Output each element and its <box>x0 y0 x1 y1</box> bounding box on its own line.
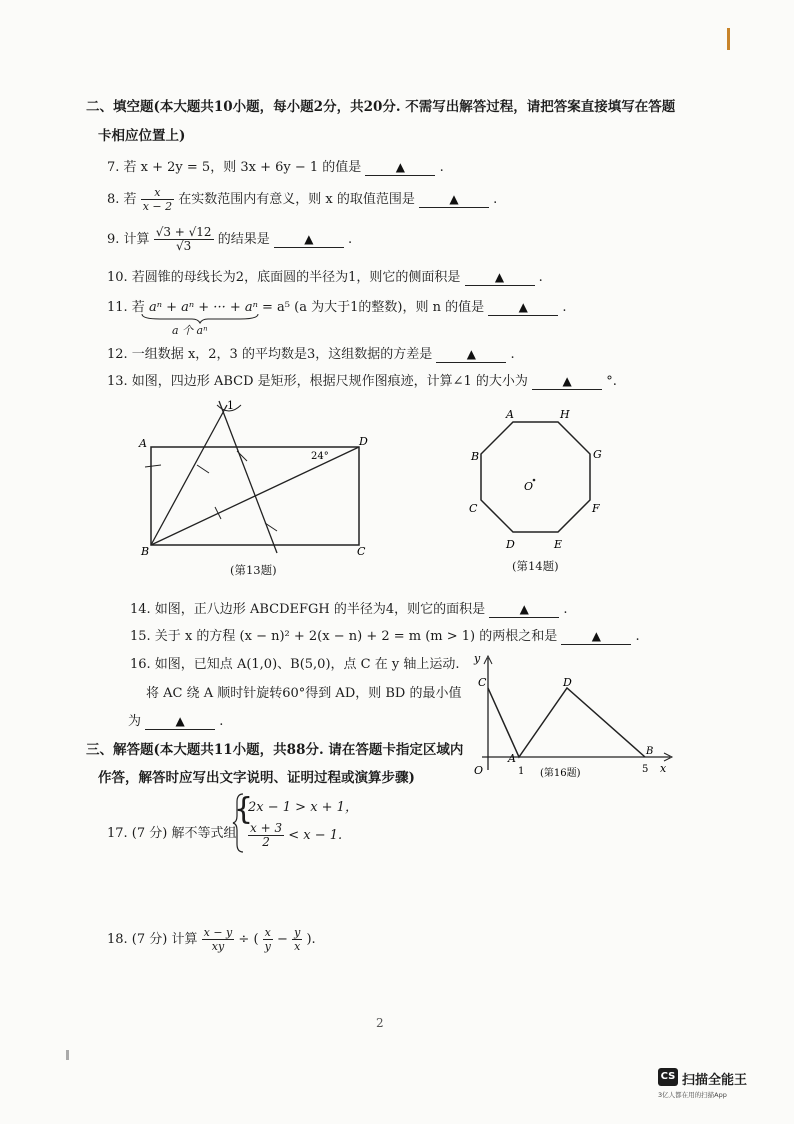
label-c: C <box>357 545 366 558</box>
svg-text:1: 1 <box>518 766 525 777</box>
path-c-a-d-b <box>488 688 645 757</box>
octagon <box>481 422 590 532</box>
brace-shape <box>232 792 246 854</box>
question-16-line1: 16. 如图，已知点 A(1,0)、B(5,0)，点 C 在 y 轴上运动. <box>130 657 460 672</box>
svg-text:C: C <box>469 502 478 515</box>
label-d: D <box>359 435 368 448</box>
answer-blank-9[interactable]: ▲ <box>274 232 344 248</box>
answer-blank-16[interactable]: ▲ <box>145 714 215 730</box>
question-15: 15. 关于 x 的方程 (x − n)² + 2(x − n) + 2 = m (m > 1) 的两根之和是 ▲ . <box>130 629 640 644</box>
answer-blank-15[interactable]: ▲ <box>561 629 631 645</box>
label-b: B <box>141 545 150 558</box>
section2-title-cont: 卡相应位置上) <box>98 128 186 144</box>
question-10: 10. 若圆锥的母线长为2，底面圆的半径为1，则它的侧面积是 ▲ . <box>107 270 543 285</box>
system-brace: { <box>234 792 254 827</box>
bisector-line <box>151 405 227 545</box>
watermark-sub: 3亿人都在用的扫描App <box>658 1091 727 1099</box>
svg-text:y: y <box>474 652 481 665</box>
label-angle-1: 1 <box>227 399 234 412</box>
figure-13 <box>135 395 375 560</box>
caption-13: (第13题) <box>230 563 277 577</box>
question-7-text: 7. 若 x + 2y = 5，则 3x + 6y − 1 的值是 <box>107 160 362 175</box>
section2-title: 二、填空题(本大题共10小题，每小题2分，共20分. 不需写出解答过程，请把答案直接填写在答题 <box>86 99 676 115</box>
svg-text:E: E <box>554 538 563 551</box>
question-13: 13. 如图，四边形 ABCD 是矩形，根据尺规作图痕迹，计算∠1 的大小为 ▲ °. <box>107 374 617 389</box>
svg-text:G: G <box>593 448 602 461</box>
answer-blank-11[interactable]: ▲ <box>488 300 558 316</box>
answer-blank-8[interactable]: ▲ <box>419 192 489 208</box>
answer-blank-12[interactable]: ▲ <box>436 347 506 363</box>
question-9: 9. 计算 $\frac{√3 + √12}{√3}$ 的结果是 ▲ . <box>107 225 353 253</box>
svg-text:O: O <box>524 480 534 493</box>
svg-text:C: C <box>478 676 487 689</box>
svg-text:5: 5 <box>642 764 649 775</box>
camscanner-logo-icon: CS <box>658 1068 678 1086</box>
scanner-watermark <box>658 1068 778 1108</box>
scan-edge-mark <box>727 28 730 50</box>
question-8: 8. 若 $\frac{x}{x - 2}$ 在实数范围内有意义，则 x 的取值范围是 ▲ . <box>107 186 498 213</box>
perpendicular-bisector <box>219 401 277 553</box>
question-16-line3: 为 ▲ . <box>128 714 224 729</box>
label-24-degrees: 24° <box>311 451 329 462</box>
svg-text:H: H <box>560 408 570 421</box>
section3-title-cont: 作答，解答时应写出文字说明、证明过程或演算步骤) <box>98 770 415 786</box>
scan-dust-mark <box>66 1050 69 1060</box>
fraction-x-over-x-minus-2: $\frac{x}{x - 2}$ <box>142 186 173 213</box>
answer-blank-13[interactable]: ▲ <box>532 374 602 390</box>
fraction-sqrt: $\frac{√3 + √12}{√3}$ <box>155 225 212 253</box>
svg-text:D: D <box>563 676 572 689</box>
question-7: 7. 若 x + 2y = 5，则 3x + 6y − 1 的值是 ▲ . <box>107 160 444 175</box>
svg-text:B: B <box>471 450 480 463</box>
svg-text:A: A <box>508 752 516 765</box>
inequality-2: $\frac{x + 3}{2}$ < x − 1. <box>250 821 343 849</box>
page-number: 2 <box>376 1016 384 1030</box>
svg-text:O: O <box>474 764 484 777</box>
inequality-1: 2x − 1 > x + 1， <box>248 800 358 815</box>
caption-16: (第16题) <box>540 768 581 779</box>
answer-blank-14[interactable]: ▲ <box>489 602 559 618</box>
svg-text:F: F <box>592 502 600 515</box>
question-18: 18. (7 分) 计算 $\frac{x - y}{xy}$ ÷ ( $\frac{x}{y}$ − $\frac{y}{x}$ ). <box>107 926 316 953</box>
sum-expression: aⁿ + aⁿ + ··· + aⁿ <box>148 300 258 315</box>
svg-text:D: D <box>506 538 515 551</box>
question-14: 14. 如图，正八边形 ABCDEFGH 的半径为4，则它的面积是 ▲ . <box>130 602 568 617</box>
answer-blank-7[interactable]: ▲ <box>365 160 435 176</box>
caption-14: (第14题) <box>512 559 559 573</box>
question-11: 11. 若 aⁿ + aⁿ + ··· + aⁿ = a⁵ (a 为大于1的整数)，则 n 的值是 ▲ . <box>107 300 567 315</box>
underbrace-label: a 个 aⁿ <box>172 324 208 337</box>
question-16-line2: 将 AC 绕 A 顺时针旋转60°得到 AD，则 BD 的最小值 <box>146 686 462 701</box>
watermark-name: 扫描全能王 <box>682 1073 748 1088</box>
svg-text:x: x <box>660 762 667 775</box>
svg-text:B: B <box>646 746 654 757</box>
section3-title: 三、解答题(本大题共11小题，共88分. 请在答题卡指定区域内 <box>86 742 464 758</box>
question-17: 17. (7 分) 解不等式组 <box>107 826 237 841</box>
figure-14 <box>468 400 608 555</box>
answer-blank-10[interactable]: ▲ <box>465 270 535 286</box>
question-12: 12. 一组数据 x，2，3 的平均数是3，这组数据的方差是 ▲ . <box>107 347 515 362</box>
label-a: A <box>139 437 147 450</box>
svg-text:A: A <box>506 408 514 421</box>
figure-16 <box>470 650 680 785</box>
